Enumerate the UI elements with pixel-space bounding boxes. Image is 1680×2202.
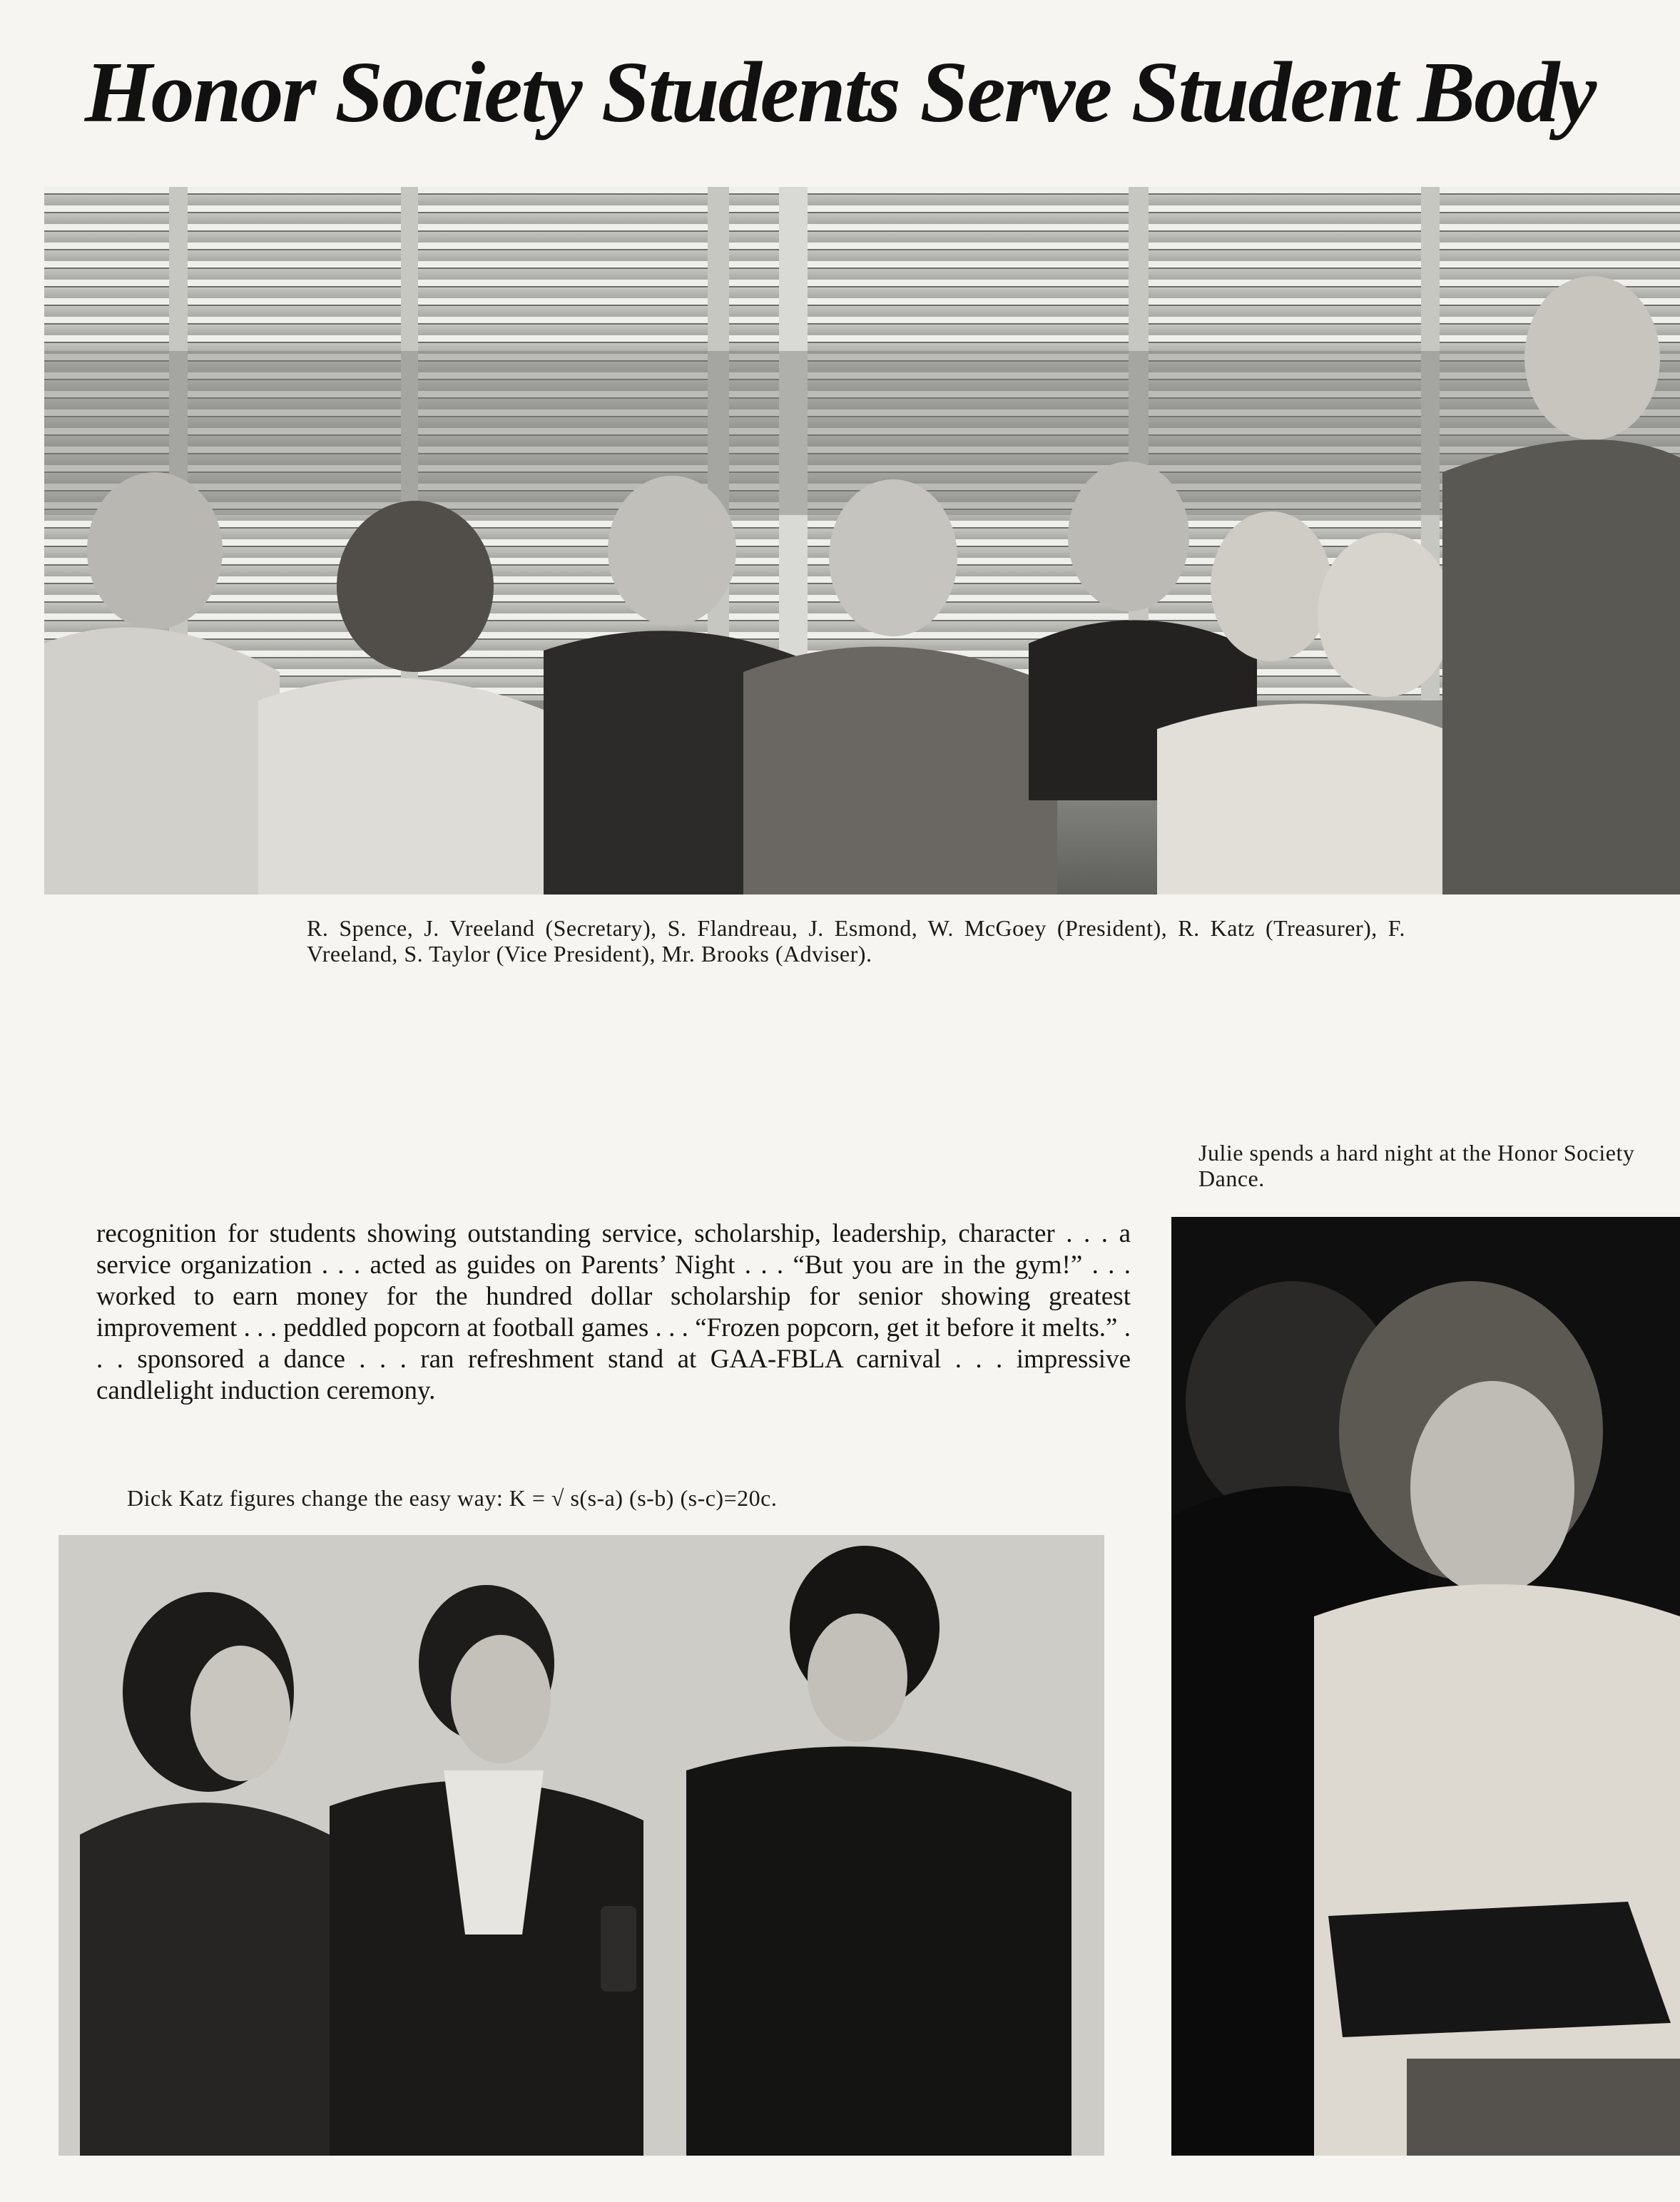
page-title: Honor Society Students Serve Student Body bbox=[84, 44, 1596, 141]
dance-photo-caption: Julie spends a hard night at the Honor Society Dance. bbox=[1198, 1140, 1635, 1191]
article-body: recognition for students showing outstanding service, scholarship, leadership, character . . . a service organization . . . acted as guides on Parents’ Night . . . “But you are in the gym!” . . . worked to earn money for the hundred dollar scholarship for senior showing greatest improvement . . . peddled popcorn at football games . . . “Frozen popcorn, get it before it melts.” . . . sponsored a dance . . . ran refreshment stand at GAA-FBLA carnival . . . impressive candlelight induction ceremony. bbox=[96, 1219, 1131, 1405]
group-photo-caption: R. Spence, J. Vreeland (Secretary), S. Flandreau, J. Esmond, W. McGoey (President), R. Katz (Treasurer), F. Vreeland, S. Taylor (Vice President), Mr. Brooks (Adviser). bbox=[307, 915, 1405, 967]
dance-photo bbox=[1171, 1217, 1680, 2156]
group-photo bbox=[44, 187, 1680, 894]
katz-photo bbox=[58, 1535, 1104, 2156]
katz-photo-caption: Dick Katz figures change the easy way: K = √ s(s-a) (s-b) (s-c)=20c. bbox=[127, 1485, 778, 1511]
